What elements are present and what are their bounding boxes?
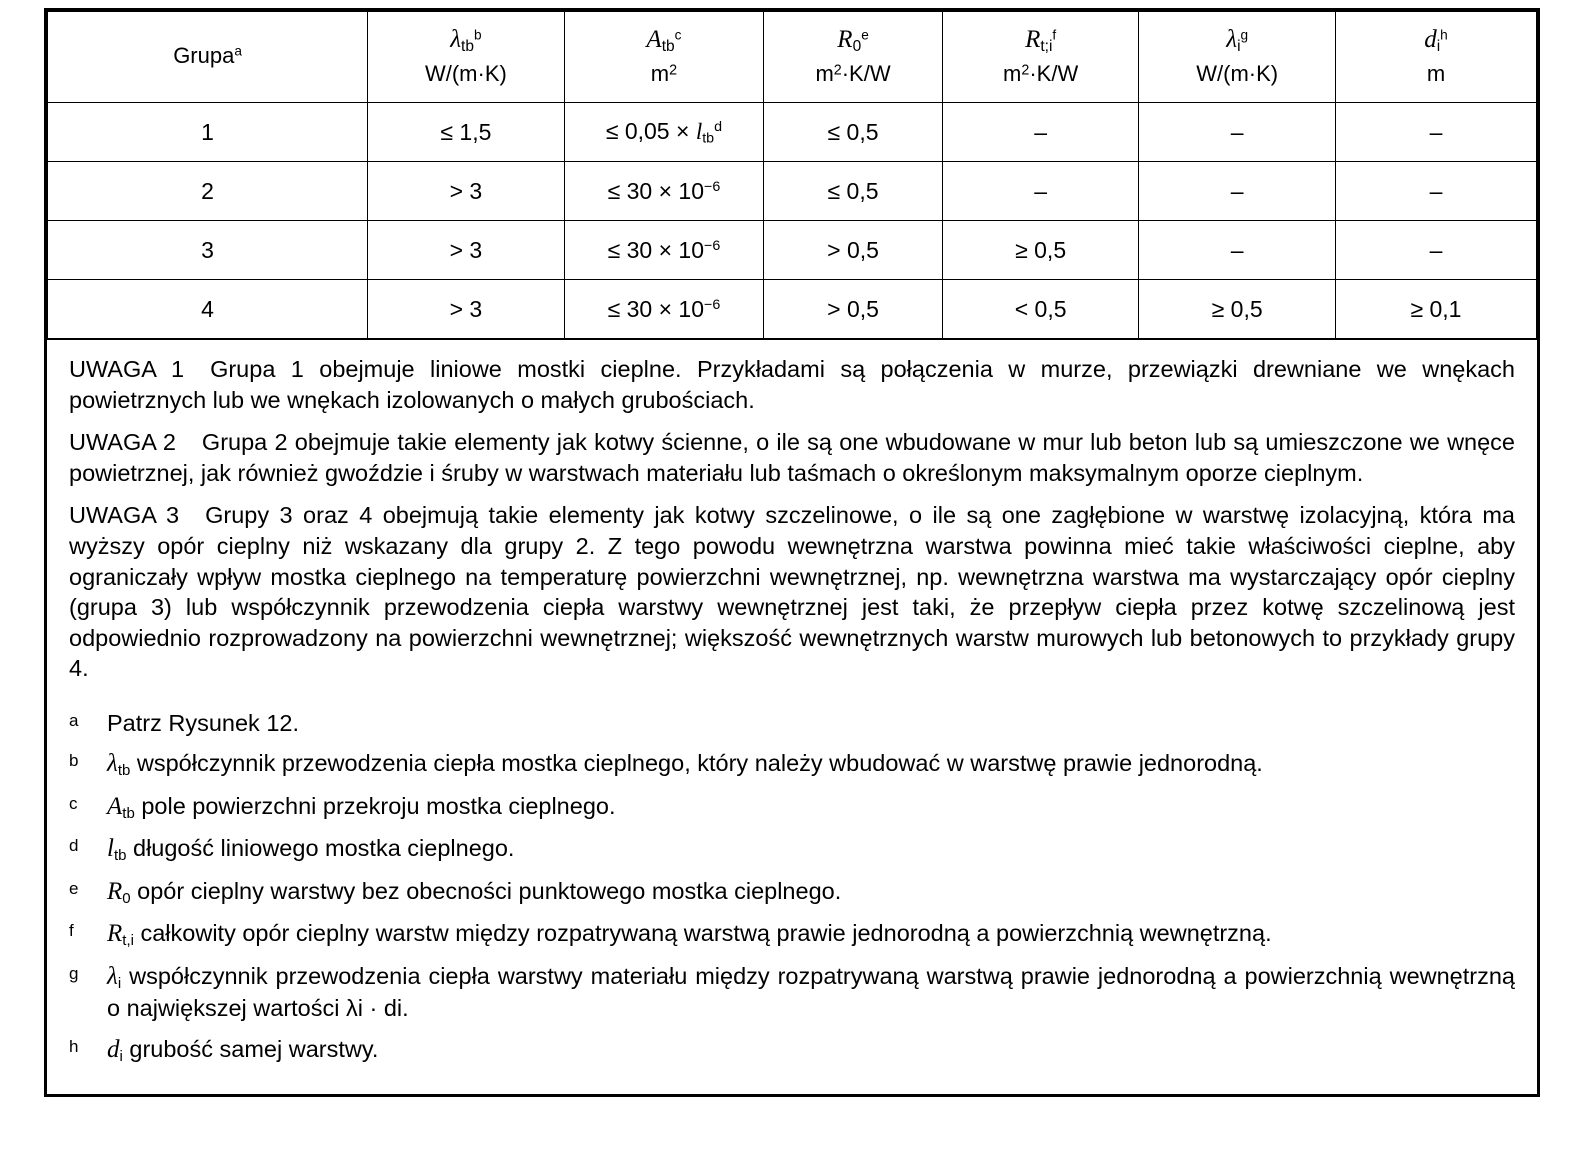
cell-r0: > 0,5 [764,280,943,339]
column-unit-lambda-i: W/(m·K) [1196,61,1279,87]
cell-lambda-i: – [1139,103,1336,162]
cell-a-tb: ≤ $30 \times 10^{-6}$ [564,162,764,221]
footnote-marker: c [69,793,78,813]
footnote-ref-h: h [1440,27,1448,43]
footnote-d [69,833,1515,866]
footnote-e [69,876,1515,909]
cell-grupa: 3 [48,221,368,280]
footnotes-list [69,708,1515,1067]
footnote-ref-f: f [1052,27,1057,43]
footnote-ref-a: a [234,43,242,59]
footnote-ref-g: g [1240,27,1249,43]
cell-grupa: 4 [48,280,368,339]
column-header-rti [942,12,1139,103]
footnote-text: grubość samej warstwy. [129,1035,379,1062]
footnote-marker: e [69,878,79,898]
column-header-grupa-label: Grupa [173,43,235,69]
table-row [48,162,1537,221]
footnote-symbol: $\lambda_{tb}$ [107,750,131,779]
cell-grupa: 1 [48,103,368,162]
footnote-marker: h [69,1036,79,1056]
cell-lambda-tb: > 3 [368,280,565,339]
footnote-symbol: $A_{tb}$ [107,792,135,822]
cell-di: – [1335,162,1536,221]
footnote-c [69,791,1515,824]
parameters-table [47,11,1537,339]
symbol-lambda-i: $\lambda_i$ [1226,26,1241,55]
table-row [48,221,1537,280]
column-header-di [1335,12,1536,103]
footnote-b [69,748,1515,781]
note-uwaga-1 [69,354,1515,415]
cell-rti: – [942,162,1139,221]
footnote-marker: d [69,836,79,856]
column-header-lambda-i [1139,12,1336,103]
note-label: UWAGA 2 [69,429,176,456]
note-uwaga-3 [69,500,1515,683]
footnote-marker: a [69,710,79,730]
footnote-text: opór cieplny warstwy bez obecności punktowego mostka cieplnego. [137,877,842,904]
column-header-lambda-tb [368,12,565,103]
cell-lambda-tb: > 3 [368,162,565,221]
symbol-lambda-tb: $\lambda_{tb}$ [450,26,474,55]
footnote-h [69,1034,1515,1067]
symbol-di: $d_i$ [1424,26,1441,55]
symbol-r0: $R_0$ [837,26,862,55]
cell-lambda-tb: ≤ 1,5 [368,103,565,162]
symbol-rti: $R_{t;i}$ [1025,26,1053,55]
cell-lambda-i: ≥ 0,5 [1139,280,1336,339]
cell-di: – [1335,103,1536,162]
column-unit-lambda-tb: W/(m·K) [424,61,507,87]
cell-lambda-i: – [1139,162,1336,221]
footnote-marker: f [69,921,74,941]
table-row [48,103,1537,162]
column-header-grupa [48,12,368,103]
footnote-a [69,708,1515,739]
cell-rti: – [942,103,1139,162]
note-text: Grupy 3 oraz 4 obejmują takie elementy jak kotwy szczelinowe, o ile są one zagłębione w warstwę izolacyjną, która ma wyższy opór cieplny niż wskazany dla grupy 2. Z tego powodu wewnętrzna warstwa powinna mieć takie właściwości cieplne, aby ograniczały wpływ mostka cieplnego na temperaturę powierzchni wewnętrznej, np. wewnętrzna warstwa ma wystarczający opór cieplny (grupa 3) lub współczynnik przewodzenia ciepła warstwy wewnętrznej jest taki, że przepływ ciepła przez kotwę szczelinową jest odpowiednio rozprowadzony na powierzchni wewnętrznej; większość wewnętrznych warstw murowych lub betonowych to przykłady grupy 4. [69,502,1515,682]
note-uwaga-2 [69,427,1515,488]
column-header-a-tb [564,12,764,103]
cell-r0: ≤ 0,5 [764,103,943,162]
cell-di: ≥ 0,1 [1335,280,1536,339]
note-text: Grupa 2 obejmuje takie elementy jak kotwy ścienne, o ile są one wbudowane w mur lub beton lub są umieszczone we wnęce powietrznej, jak również gwoździe i śruby w warstwach materiału lub taśmach o określonym maksymalnym oporze cieplnym. [69,429,1516,486]
column-unit-rti: $m^2\cdot K/W$ [1003,61,1079,87]
footnote-symbol: $R_0$ [107,877,131,907]
cell-grupa: 2 [48,162,368,221]
footnote-text: współczynnik przewodzenia ciepła mostka cieplnego, który należy wbudować w warstwę prawie jednorodną. [136,750,1263,777]
column-unit-a-tb: $m^2$ [650,61,678,87]
footnote-symbol: $\lambda_i$ [107,962,122,992]
cell-lambda-tb: > 3 [368,221,565,280]
cell-a-tb: ≤ $30 \times 10^{-6}$ [564,280,764,339]
footnote-text: długość liniowego mostka cieplnego. [133,835,515,862]
column-header-r0 [764,12,943,103]
footnote-text: pole powierzchni przekroju mostka cieplnego. [141,792,616,819]
column-unit-di: m [1426,61,1446,87]
footnote-f [69,918,1515,951]
note-label: UWAGA 3 [69,502,180,529]
footnote-marker: g [69,963,79,983]
footnote-marker: b [69,751,79,771]
note-label: UWAGA 1 [69,356,185,383]
table-header-row [48,12,1537,103]
footnote-symbol: $d_i$ [107,1035,123,1065]
column-unit-r0: $m^2\cdot K/W$ [815,61,891,87]
footnote-text: całkowity opór cieplny warstw między rozpatrywaną warstwą prawie jednorodną a powierzchnią wewnętrzną. [140,920,1272,947]
cell-a-tb: ≤ $0,05 \times l_{tb}^d$ [564,103,764,162]
notes-section [44,339,1540,1097]
cell-r0: > 0,5 [764,221,943,280]
cell-rti: < 0,5 [942,280,1139,339]
table-row [48,280,1537,339]
parameters-table-container [44,8,1540,339]
footnote-ref-e: e [861,27,869,43]
footnote-text: współczynnik przewodzenia ciepła warstwy materiału między rozpatrywaną warstwą prawie jednorodną a powierzchnią wewnętrzną o największej wartości λi · di. [107,962,1515,1022]
cell-di: – [1335,221,1536,280]
cell-lambda-i: – [1139,221,1336,280]
cell-r0: ≤ 0,5 [764,162,943,221]
footnote-ref-b: b [473,27,482,43]
footnote-symbol: $l_{tb}$ [107,835,127,864]
footnote-text: Patrz Rysunek 12. [107,709,300,736]
footnote-g [69,961,1515,1024]
cell-a-tb: ≤ $30 \times 10^{-6}$ [564,221,764,280]
footnote-symbol: $R_{t,i}$ [107,920,134,949]
note-text: Grupa 1 obejmuje liniowe mostki cieplne. Przykładami są połączenia w murze, przewiązki drewniane we wnękach powietrznych lub we wnękach izolowanych o małych grubościach. [69,356,1515,413]
symbol-a-tb: $A_{tb}$ [646,26,675,55]
cell-rti: ≥ 0,5 [942,221,1139,280]
footnote-ref-c: c [674,27,682,43]
